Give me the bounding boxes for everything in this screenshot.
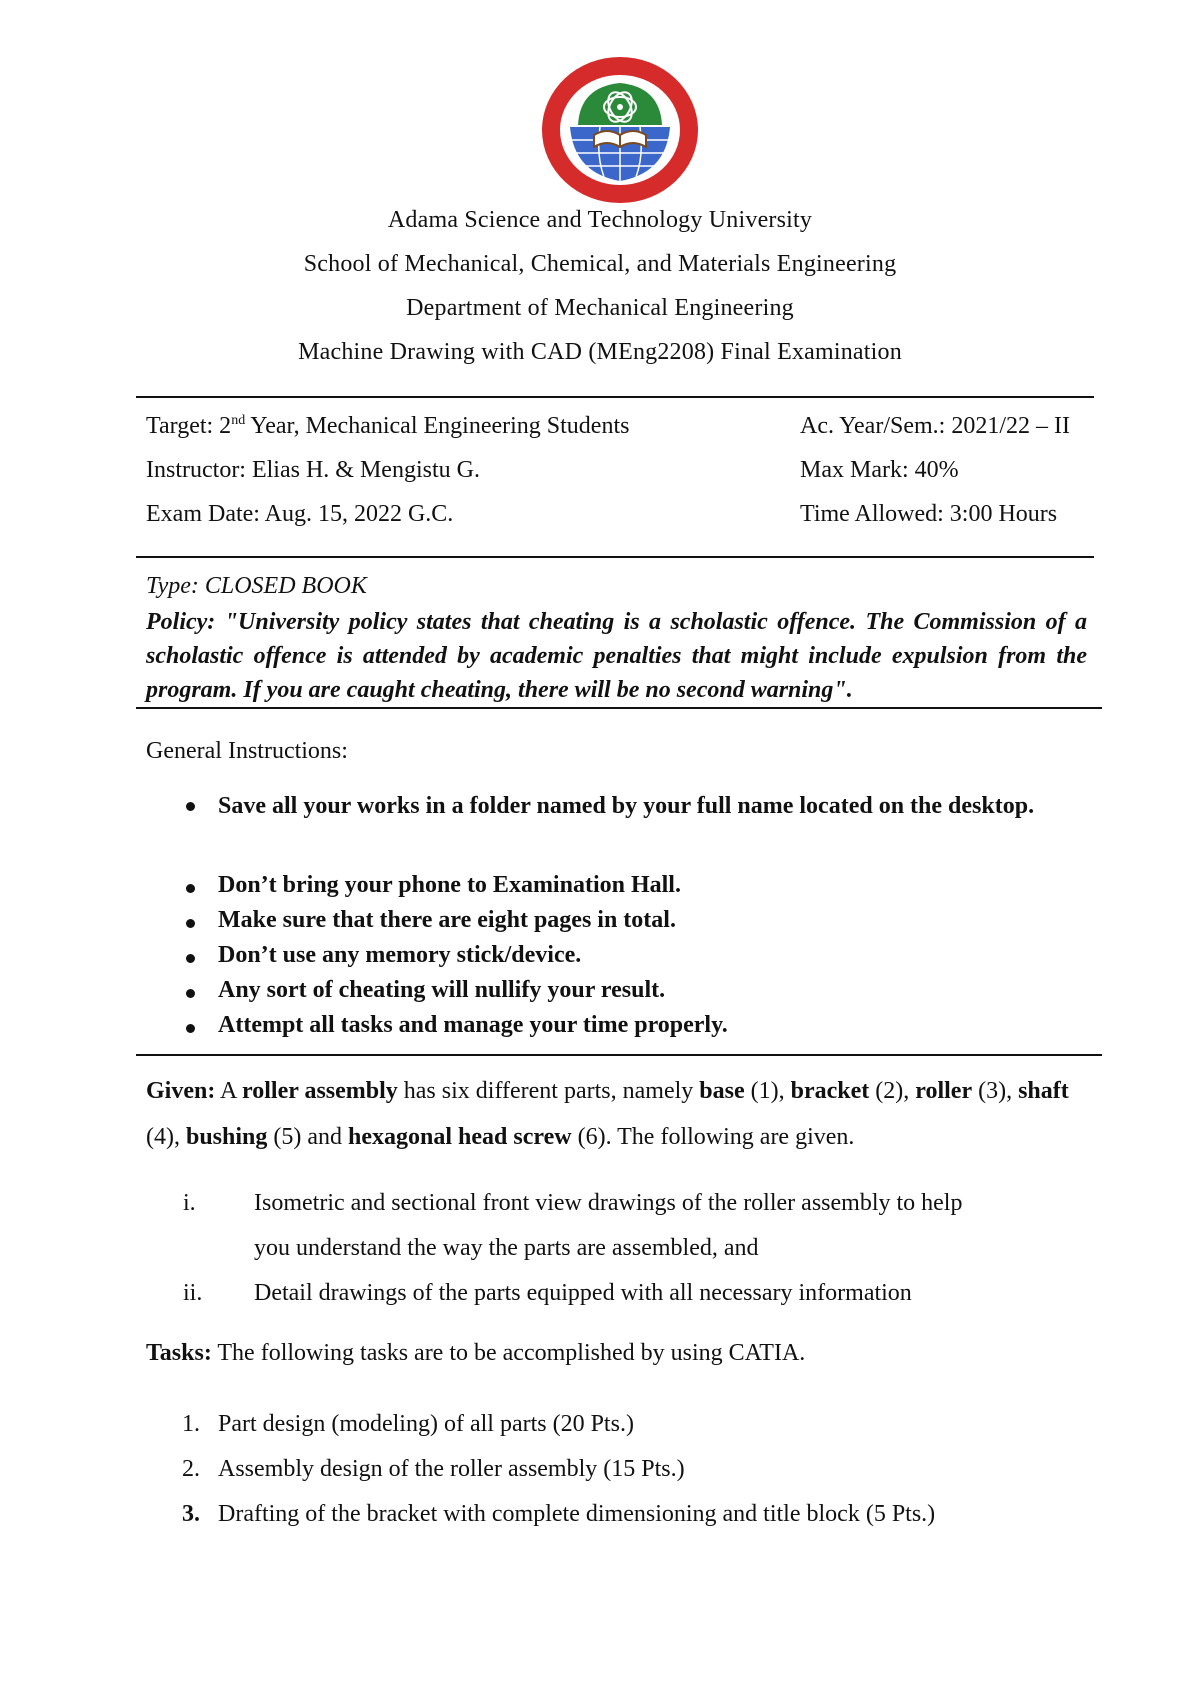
divider: [136, 556, 1094, 558]
exam-date-line: Exam Date: Aug. 15, 2022 G.C.: [146, 501, 454, 527]
given-item-number: ii.: [183, 1280, 203, 1306]
target-line: Target: 2nd Year, Mechanical Engineering Students: [146, 413, 630, 439]
bullet-icon: [186, 884, 195, 893]
department-name: Department of Mechanical Engineering: [406, 295, 794, 321]
university-seal-icon: [540, 55, 700, 205]
divider: [136, 396, 1094, 398]
divider: [136, 1054, 1102, 1056]
given-paragraph: Given: A roller assembly has six different parts, namely base (1), bracket (2), roller (3), shaft (4), bushing (5) and hexagonal head screw (6). The following are given.: [146, 1078, 1069, 1150]
time-allowed-line: Time Allowed: 3:00 Hours: [800, 501, 1058, 527]
given-item-text: you understand the way the parts are assembled, and: [254, 1235, 759, 1261]
given-item-text: Isometric and sectional front view drawings of the roller assembly to help: [254, 1190, 963, 1216]
exam-title: Machine Drawing with CAD (MEng2208) Final Examination: [298, 339, 902, 365]
task-number: 1.: [182, 1411, 200, 1437]
bullet-icon: [186, 954, 195, 963]
bullet-icon: [186, 989, 195, 998]
school-name: School of Mechanical, Chemical, and Materials Engineering: [303, 251, 897, 277]
task-item: Part design (modeling) of all parts (20 Pts.): [218, 1411, 634, 1437]
bullet-icon: [186, 802, 195, 811]
tasks-intro: Tasks: The following tasks are to be accomplished by using CATIA.: [146, 1340, 806, 1366]
bullet-icon: [186, 919, 195, 928]
task-item: Drafting of the bracket with complete dimensioning and title block (5 Pts.): [218, 1501, 936, 1527]
exam-cover-page: Adama Science and Technology University School of Mechanical, Chemical, and Materials Engineering Department of Mechanical Engineering Machine Drawing with CAD (MEng2208) Final Examination Target: 2nd Year, Mechanical Engineering Students Instructor: Elias H. & Mengistu G. Exam Date: Aug. 15, 2022 G.C. Ac. Year/Sem.: 2021/22 – II Max Mark: 40% Time Allowed: 3:00 Hours Type: CLOSED BOOK Policy: "University policy states that cheating is a scholastic offence. The Commission of a scholastic offence is attended by academic penalties that might include expulsion from the program. If you are caught cheating, there will be no second warning". General Instructions: Save all your works in a folder named by your full name located on the desktop. Don’t bring your phone to Examination Hall. Make sure that there are eight pages in total. Don’t use any memory stick/device. Any sort of cheating will nullify your result. Attempt all tasks and manage your time properly. Given: A roller assembly has six different parts, namely base (1), bracket (2), roller (3), shaft (4), bushing (5) and hexagonal head screw (6). The following are given. i. Isometric and sectional front view drawings of the roller assembly to help you understand the way the parts are assembled, and ii. Detail drawings of the parts equipped with all necessary information Tasks: The following tasks are to be accomplished by using CATIA. 1. Part design (modeling) of all parts (20 Pts.) 2. Assembly design of the roller assembly (15 Pts.) 3. Drafting of the bracket with complete dimensioning and title block (5 Pts.): [0, 0, 1200, 1696]
task-number: 3.: [182, 1501, 200, 1527]
divider: [136, 707, 1102, 709]
max-mark-line: Max Mark: 40%: [800, 457, 959, 483]
exam-type: Type: CLOSED BOOK: [146, 573, 367, 599]
task-number: 2.: [182, 1456, 200, 1482]
cheating-policy: Policy: "University policy states that cheating is a scholastic offence. The Commission of a scholastic offence is attended by academic penalties that might include expulsion from the program. If you are caught cheating, there will be no second warning".: [146, 609, 1087, 703]
general-instructions-title: General Instructions:: [146, 738, 348, 764]
instructor-line: Instructor: Elias H. & Mengistu G.: [146, 457, 480, 483]
university-seal-logo: [540, 55, 700, 205]
bullet-icon: [186, 1024, 195, 1033]
academic-year-line: Ac. Year/Sem.: 2021/22 – II: [800, 413, 1070, 439]
university-name: Adama Science and Technology University: [387, 207, 813, 233]
given-item-text: Detail drawings of the parts equipped with all necessary information: [254, 1280, 912, 1306]
task-item: Assembly design of the roller assembly (15 Pts.): [218, 1456, 685, 1482]
given-item-number: i.: [183, 1190, 196, 1216]
